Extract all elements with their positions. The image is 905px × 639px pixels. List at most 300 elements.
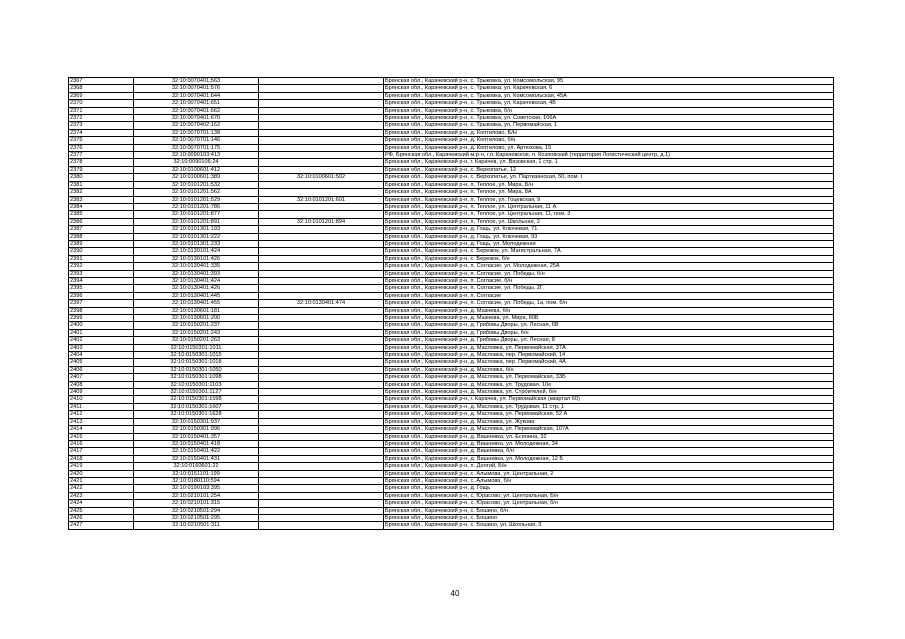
- address-cell: Брянская обл., Карачевский р-н, д. Масловка, ул. Трудовая, 11 стр. 1: [384, 403, 834, 410]
- address-cell: Брянская обл., Карачевский р-н, с. Трыковка, ул. Карачевская, 4Б: [384, 100, 834, 107]
- cadastral-number-cell: 32:10:0101301:233: [134, 240, 259, 247]
- table-row: [69, 152, 834, 159]
- row-number-cell: 2381: [69, 181, 134, 188]
- row-number-cell: 2396: [69, 292, 134, 299]
- parent-cadastral-number-cell: [259, 189, 384, 196]
- cadastral-number-cell: 32:10:0070401:576: [134, 85, 259, 92]
- table-row: [69, 322, 834, 329]
- row-number-cell: 2404: [69, 352, 134, 359]
- parent-cadastral-number-cell: [259, 389, 384, 396]
- cadastral-number-cell: 32:10:0130401:426: [134, 285, 259, 292]
- table-row: [69, 448, 834, 455]
- parent-cadastral-number-cell: [259, 433, 384, 440]
- table-row: [69, 100, 834, 107]
- table-row: [69, 440, 834, 447]
- cadastral-number-cell: 32:10:0210501:295: [134, 514, 259, 521]
- parent-cadastral-number-cell: [259, 463, 384, 470]
- row-number-cell: 2415: [69, 433, 134, 440]
- row-number-cell: 2424: [69, 500, 134, 507]
- address-cell: Брянская обл., Карачевский р-н, п. Теплое, ул. Школьная, 2: [384, 218, 834, 225]
- table-row: [69, 277, 834, 284]
- row-number-cell: 2409: [69, 389, 134, 396]
- table-row: [69, 485, 834, 492]
- row-number-cell: 2373: [69, 122, 134, 129]
- cadastral-number-cell: 32:10:0070402:162: [134, 122, 259, 129]
- address-cell: Брянская обл., Карачевский р-н, д. Масловка, б/н: [384, 366, 834, 373]
- parent-cadastral-number-cell: [259, 514, 384, 521]
- table-row: [69, 263, 834, 270]
- row-number-cell: 2406: [69, 366, 134, 373]
- table-row: [69, 166, 834, 173]
- address-cell: Брянская обл., Карачевский р-н, д. Мазнева, б/н: [384, 307, 834, 314]
- cadastral-number-cell: 32:10:0150301:1098: [134, 374, 259, 381]
- table-row: [69, 522, 834, 529]
- address-cell: Брянская обл., Карачевский р-н, с. Алымова, ул. Центральная, 2: [384, 470, 834, 477]
- address-cell: Брянская обл., Карачевский р-н, с. Трыковка, ул. Комсомольская, 45А: [384, 92, 834, 99]
- cadastral-number-cell: 32:10:0150301:1607: [134, 403, 259, 410]
- parent-cadastral-number-cell: [259, 329, 384, 336]
- parent-cadastral-number-cell: [259, 78, 384, 85]
- parent-cadastral-number-cell: [259, 285, 384, 292]
- row-number-cell: 2372: [69, 115, 134, 122]
- table-row: [69, 292, 834, 299]
- table-row: [69, 337, 834, 344]
- parent-cadastral-number-cell: [259, 411, 384, 418]
- table-row: [69, 78, 834, 85]
- cadastral-number-cell: 32:10:0150401:418: [134, 440, 259, 447]
- table-row: [69, 411, 834, 418]
- cadastral-number-cell: 32:10:0130601:200: [134, 315, 259, 322]
- parent-cadastral-number-cell: [259, 322, 384, 329]
- parent-cadastral-number-cell: [259, 292, 384, 299]
- table-row: [69, 300, 834, 307]
- address-cell: Брянская обл., Карачевский р-н, п. Согласие, ул. Молодежная, 25А: [384, 263, 834, 270]
- row-number-cell: 2393: [69, 270, 134, 277]
- row-number-cell: 2405: [69, 359, 134, 366]
- table-row: [69, 196, 834, 203]
- cadastral-number-cell: 32:10:0130101:426: [134, 255, 259, 262]
- parent-cadastral-number-cell: [259, 248, 384, 255]
- table-row: [69, 307, 834, 314]
- cadastral-number-cell: 32:10:0090103:413: [134, 152, 259, 159]
- address-cell: Брянская обл., Карачевский р-н, с. Бошино, ул. Школьная, 3: [384, 522, 834, 529]
- address-cell: Брянская обл., Карачевский р-н, д. Гощь, ул. Ключевая, 93: [384, 233, 834, 240]
- table-row: [69, 463, 834, 470]
- row-number-cell: 2420: [69, 470, 134, 477]
- cadastral-number-cell: 32:10:0150401:357: [134, 433, 259, 440]
- row-number-cell: 2403: [69, 344, 134, 351]
- row-number-cell: 2427: [69, 522, 134, 529]
- parent-cadastral-number-cell: [259, 107, 384, 114]
- address-cell: Брянская обл., Карачевский р-н, с. Бережок, ул. Магистральная, 7А: [384, 248, 834, 255]
- parent-cadastral-number-cell: [259, 522, 384, 529]
- table-row: [69, 248, 834, 255]
- address-cell: Брянская обл., Карачевский р-н, п. Согласие: [384, 292, 834, 299]
- parent-cadastral-number-cell: [259, 92, 384, 99]
- parent-cadastral-number-cell: [259, 240, 384, 247]
- row-number-cell: 2371: [69, 107, 134, 114]
- row-number-cell: 2387: [69, 226, 134, 233]
- parent-cadastral-number-cell: [259, 374, 384, 381]
- table-row: [69, 174, 834, 181]
- cadastral-number-cell: 32:10:0101201:532: [134, 181, 259, 188]
- address-cell: Брянская обл., Карачевский р-н, п. Долгий, Б/н: [384, 463, 834, 470]
- cadastral-number-cell: 32:10:0150301:1011: [134, 344, 259, 351]
- row-number-cell: 2398: [69, 307, 134, 314]
- row-number-cell: 2395: [69, 285, 134, 292]
- row-number-cell: 2400: [69, 322, 134, 329]
- cadastral-number-cell: 32:10:0130401:455: [134, 300, 259, 307]
- cadastral-number-cell: 32:10:0180110:594: [134, 477, 259, 484]
- address-cell: Брянская обл., Карачевский р-н, д. Вишневка, ул. Молодежная, 12 Б: [384, 455, 834, 462]
- cadastral-number-cell: 32:10:0070401:644: [134, 92, 259, 99]
- address-cell: Брянская обл., Карачевский р-н, д. Масловка, ул. Трудовая, 10е: [384, 381, 834, 388]
- address-cell: Брянская обл., Карачевский р-н, д. Масловка, ул. Первомайская, 37А: [384, 344, 834, 351]
- parent-cadastral-number-cell: [259, 255, 384, 262]
- row-number-cell: 2370: [69, 100, 134, 107]
- parent-cadastral-number-cell: [259, 396, 384, 403]
- address-cell: Брянская обл., Карачевский р-н, п. Теплое, ул. Центральная, 11 А: [384, 203, 834, 210]
- cadastral-number-cell: 32:10:0100601:412: [134, 166, 259, 173]
- row-number-cell: 2416: [69, 440, 134, 447]
- row-number-cell: 2386: [69, 218, 134, 225]
- parent-cadastral-number-cell: [259, 152, 384, 159]
- address-cell: Брянская обл., Карачевский р-н, с. Трыковка, ул. Комсомольская, 95: [384, 78, 834, 85]
- address-cell: Брянская обл., Карачевский р-н, д. Грибовы Дворы, б/н: [384, 329, 834, 336]
- cadastral-number-cell: 32:10:0150201:263: [134, 337, 259, 344]
- parent-cadastral-number-cell: [259, 359, 384, 366]
- table-row: [69, 352, 834, 359]
- table-row: [69, 181, 834, 188]
- row-number-cell: 2402: [69, 337, 134, 344]
- row-number-cell: 2374: [69, 129, 134, 136]
- parent-cadastral-number-cell: [259, 477, 384, 484]
- row-number-cell: 2368: [69, 85, 134, 92]
- table-row: [69, 492, 834, 499]
- row-number-cell: 2421: [69, 477, 134, 484]
- address-cell: Брянская обл., Карачевский р-н, д. Гощь: [384, 485, 834, 492]
- parent-cadastral-number-cell: [259, 507, 384, 514]
- row-number-cell: 2382: [69, 189, 134, 196]
- address-cell: Брянская обл., Карачевский р-н, д. Масловка, ул. Первомайская, 107А: [384, 426, 834, 433]
- address-cell: Брянская обл., Карачевский р-н, с. Бошино, б/н: [384, 507, 834, 514]
- table-row: [69, 129, 834, 136]
- row-number-cell: 2418: [69, 455, 134, 462]
- row-number-cell: 2394: [69, 277, 134, 284]
- cadastral-number-cell: 32:10:0150301:1050: [134, 366, 259, 373]
- parent-cadastral-number-cell: [259, 485, 384, 492]
- cadastral-number-cell: 32:10:0210501:311: [134, 522, 259, 529]
- cadastral-number-cell: 32:10:0101201:877: [134, 211, 259, 218]
- cadastral-number-cell: 32:10:0070401:563: [134, 78, 259, 85]
- parent-cadastral-number-cell: [259, 100, 384, 107]
- cadastral-number-cell: 32:10:0150301:1127: [134, 389, 259, 396]
- cadastral-number-cell: 32:10:0070701:175: [134, 144, 259, 151]
- cadastral-number-cell: 32:10:0150301:996: [134, 426, 259, 433]
- parent-cadastral-number-cell: [259, 352, 384, 359]
- parent-cadastral-number-cell: [259, 440, 384, 447]
- address-cell: Брянская обл., Карачевский р-н, д. Коптилово, Б/Н: [384, 129, 834, 136]
- address-cell: Брянская обл., Карачевский р-н, п. Теплое, ул. Центральная, 11, пом. 3: [384, 211, 834, 218]
- cadastral-number-cell: 32:10:0150301:1628: [134, 411, 259, 418]
- table-row: [69, 218, 834, 225]
- address-cell: Брянская обл., Карачевский р-н, д. Коптилово, ул. Артюхова, 15: [384, 144, 834, 151]
- table-row: [69, 122, 834, 129]
- cadastral-number-cell: 32:10:0101301:193: [134, 226, 259, 233]
- address-cell: Брянская обл., Карачевский р-н, с. Юрасово, ул. Центральная, б/н: [384, 500, 834, 507]
- address-cell: Брянская обл., Карачевский р-н, с. Алымова, б/н: [384, 477, 834, 484]
- cadastral-number-cell: 32:10:0100601:389: [134, 174, 259, 181]
- address-cell: Брянская обл., Карачевский р-н, п. Теплое, ул. Мира, Б/н: [384, 181, 834, 188]
- address-cell: Брянская обл., Карачевский р-н, д. Гощь, ул. Молодежная: [384, 240, 834, 247]
- address-cell: Брянская обл., Карачевский р-н, д. Масловка, ул. Жукова: [384, 418, 834, 425]
- parent-cadastral-number-cell: [259, 470, 384, 477]
- row-number-cell: 2391: [69, 255, 134, 262]
- parent-cadastral-number-cell: [259, 233, 384, 240]
- row-number-cell: 2388: [69, 233, 134, 240]
- table-row: [69, 455, 834, 462]
- address-cell: Брянская обл., Карачевский р-н, д. Грибовы Дворы, ул. Лесная, 6В: [384, 322, 834, 329]
- table-row: [69, 366, 834, 373]
- parent-cadastral-number-cell: [259, 85, 384, 92]
- parent-cadastral-number-cell: [259, 129, 384, 136]
- cadastral-number-cell: 32:10:0090106:24: [134, 159, 259, 166]
- cadastral-number-cell: 32:10:0130401:445: [134, 292, 259, 299]
- cadastral-number-cell: 32:10:0130401:335: [134, 263, 259, 270]
- address-cell: Брянская обл., Карачевский р-н, д. Вишневка, ул. Молодежная, 34: [384, 440, 834, 447]
- address-cell: Брянская обл., Карачевский р-н, с. Верхопатье, ул. Партизанская, 50, пом. I: [384, 174, 834, 181]
- parent-cadastral-number-cell: [259, 307, 384, 314]
- parent-cadastral-number-cell: [259, 448, 384, 455]
- table-row: [69, 329, 834, 336]
- parent-cadastral-number-cell: [259, 159, 384, 166]
- parent-cadastral-number-cell: 32:10:0130401:474: [259, 300, 384, 307]
- address-cell: Брянская обл., Карачевский р-н, д. Вишневка, ул. Есенина, 32: [384, 433, 834, 440]
- table-row: [69, 344, 834, 351]
- cadastral-number-cell: 32:10:0150301:1018: [134, 359, 259, 366]
- row-number-cell: 2375: [69, 137, 134, 144]
- row-number-cell: 2422: [69, 485, 134, 492]
- cadastral-number-cell: 32:10:0101301:222: [134, 233, 259, 240]
- parent-cadastral-number-cell: [259, 277, 384, 284]
- row-number-cell: 2407: [69, 374, 134, 381]
- address-cell: Брянская обл., Карачевский р-н, с. Трыковка, б/н: [384, 107, 834, 114]
- parent-cadastral-number-cell: [259, 226, 384, 233]
- parent-cadastral-number-cell: [259, 500, 384, 507]
- row-number-cell: 2425: [69, 507, 134, 514]
- table-row: [69, 226, 834, 233]
- parent-cadastral-number-cell: [259, 144, 384, 151]
- parent-cadastral-number-cell: 32:10:0101201:601: [259, 196, 384, 203]
- row-number-cell: 2401: [69, 329, 134, 336]
- cadastral-number-cell: 32:10:0150301:1103: [134, 381, 259, 388]
- table-row: [69, 315, 834, 322]
- cadastral-number-cell: 32:10:0070401:651: [134, 100, 259, 107]
- address-cell: Брянская обл., Карачевский р-н, с. Трыковка, ул. Карачевская, 6: [384, 85, 834, 92]
- address-cell: Брянская обл., Карачевский р-н, с. Юрасово, ул. Центральная, Б/н: [384, 492, 834, 499]
- cadastral-number-cell: 32:10:0150401:431: [134, 455, 259, 462]
- table-row: [69, 433, 834, 440]
- address-cell: Брянская обл., Карачевский р-н, п. Согласие, ул. Победы, 1а, пом. б/н: [384, 300, 834, 307]
- parent-cadastral-number-cell: [259, 344, 384, 351]
- row-number-cell: 2413: [69, 418, 134, 425]
- cadastral-number-cell: 32:10:0101201:562: [134, 189, 259, 196]
- table-row: [69, 507, 834, 514]
- address-cell: Брянская обл., Карачевский р-н, с. Трыковка, ул. Советская, 106А: [384, 115, 834, 122]
- address-cell: Брянская обл., Карачевский р-н, с. Бережок, б/н: [384, 255, 834, 262]
- row-number-cell: 2419: [69, 463, 134, 470]
- parent-cadastral-number-cell: [259, 203, 384, 210]
- parent-cadastral-number-cell: [259, 455, 384, 462]
- table-row: [69, 514, 834, 521]
- address-cell: Брянская обл., Карачевский р-н, п. Теплое, ул. Мира, 8А: [384, 189, 834, 196]
- address-cell: Брянская обл., Карачевский р-н, д. Коптилово, б/н: [384, 137, 834, 144]
- row-number-cell: 2397: [69, 300, 134, 307]
- table-row: [69, 470, 834, 477]
- address-cell: Брянская обл., Карачевский р-н, д. Масловка, ул. Первомайская, 33Б: [384, 374, 834, 381]
- cadastral-number-cell: 32:10:0101201:529: [134, 196, 259, 203]
- address-cell: Брянская обл., Карачевский р-н, д. Вишневка, б/н: [384, 448, 834, 455]
- address-cell: Брянская обл., Карачевский р-н, д. Грибовы Дворы, ул. Лесная, 8: [384, 337, 834, 344]
- parent-cadastral-number-cell: [259, 270, 384, 277]
- table-row: [69, 426, 834, 433]
- row-number-cell: 2417: [69, 448, 134, 455]
- address-cell: Брянская обл., Карачевский р-н, д. Масловка, пер. Первомайский, 4А: [384, 359, 834, 366]
- address-cell: Брянская обл., Карачевский р-н, г. Карачев, ул. Первомайская (квартал 60): [384, 396, 834, 403]
- parent-cadastral-number-cell: [259, 381, 384, 388]
- page-number: 40: [450, 589, 460, 598]
- address-cell: Брянская обл., Карачевский р-н, п. Согласие, б/н: [384, 277, 834, 284]
- row-number-cell: 2378: [69, 159, 134, 166]
- address-cell: Брянская обл., Карачевский р-н, с. Верхопатье, 12: [384, 166, 834, 173]
- parent-cadastral-number-cell: [259, 315, 384, 322]
- table-row: [69, 403, 834, 410]
- table-row: [69, 203, 834, 210]
- cadastral-number-cell: 32:10:0190103:395: [134, 485, 259, 492]
- address-cell: Брянская обл., Карачевский р-н, п. Согласие, ул. Победы, б/н: [384, 270, 834, 277]
- cadastral-number-cell: 32:10:0210101:315: [134, 500, 259, 507]
- table-row: [69, 189, 834, 196]
- parent-cadastral-number-cell: 32:10:0101201:894: [259, 218, 384, 225]
- table-row: [69, 396, 834, 403]
- table-row: [69, 500, 834, 507]
- table-row: [69, 107, 834, 114]
- cadastral-number-cell: 32:10:0130101:424: [134, 248, 259, 255]
- parent-cadastral-number-cell: [259, 115, 384, 122]
- address-cell: Брянская обл., Карачевский р-н, д. Масловка, ул. Строителей, б/н: [384, 389, 834, 396]
- table-row: [69, 137, 834, 144]
- parent-cadastral-number-cell: [259, 181, 384, 188]
- cadastral-number-cell: 32:10:0210101:254: [134, 492, 259, 499]
- registry-table: [68, 77, 834, 530]
- cadastral-number-cell: 32:10:0130401:393: [134, 270, 259, 277]
- table-row: [69, 233, 834, 240]
- cadastral-number-cell: 32:10:0070401:670: [134, 115, 259, 122]
- row-number-cell: 2379: [69, 166, 134, 173]
- parent-cadastral-number-cell: [259, 418, 384, 425]
- table-row: [69, 115, 834, 122]
- table-row: [69, 211, 834, 218]
- row-number-cell: 2411: [69, 403, 134, 410]
- row-number-cell: 2412: [69, 411, 134, 418]
- cadastral-number-cell: 32:10:0151101:199: [134, 470, 259, 477]
- cadastral-number-cell: 32:10:0150401:422: [134, 448, 259, 455]
- address-cell: Брянская обл., Карачевский р-н, д. Гощь, ул. Ключевая, 71: [384, 226, 834, 233]
- cadastral-number-cell: 32:10:0150201:243: [134, 329, 259, 336]
- table-row: [69, 418, 834, 425]
- table-row: [69, 270, 834, 277]
- table-row: [69, 374, 834, 381]
- address-cell: Брянская обл., Карачевский р-н, д. Масловка, пер. Первомайский, 14: [384, 352, 834, 359]
- address-cell: Брянская обл., Карачевский р-н, с. Трыковка, ул. Первомайская, 1: [384, 122, 834, 129]
- table-row: [69, 92, 834, 99]
- row-number-cell: 2410: [69, 396, 134, 403]
- row-number-cell: 2367: [69, 78, 134, 85]
- table-row: [69, 240, 834, 247]
- table-row: [69, 359, 834, 366]
- table-row: [69, 285, 834, 292]
- table-row: [69, 159, 834, 166]
- address-cell: Брянская обл., Карачевский р-н, п. Согласие, ул. Победы, 2Г: [384, 285, 834, 292]
- address-cell: РФ, Брянская обл., Карачевский м.р-н, г.п. Карачевское, п. Козловский (территория Логистический центр, д.1): [384, 152, 834, 159]
- table-row: [69, 389, 834, 396]
- cadastral-number-cell: 32:10:0160601:22: [134, 463, 259, 470]
- row-number-cell: 2392: [69, 263, 134, 270]
- cadastral-number-cell: 32:10:0130601:181: [134, 307, 259, 314]
- row-number-cell: 2414: [69, 426, 134, 433]
- row-number-cell: 2399: [69, 315, 134, 322]
- cadastral-number-cell: 32:10:0070701:146: [134, 137, 259, 144]
- parent-cadastral-number-cell: [259, 122, 384, 129]
- cadastral-number-cell: 32:10:0210501:294: [134, 507, 259, 514]
- row-number-cell: 2376: [69, 144, 134, 151]
- address-cell: Брянская обл., Карачевский р-н, п. Теплое, ул. Гоцевская, 9: [384, 196, 834, 203]
- parent-cadastral-number-cell: [259, 366, 384, 373]
- table-row: [69, 85, 834, 92]
- cadastral-number-cell: 32:10:0070701:138: [134, 129, 259, 136]
- row-number-cell: 2426: [69, 514, 134, 521]
- address-cell: Брянская обл., Карачевский р-н, д. Масловка, ул. Первомайская, 52 А: [384, 411, 834, 418]
- parent-cadastral-number-cell: [259, 166, 384, 173]
- table-row: [69, 381, 834, 388]
- parent-cadastral-number-cell: [259, 337, 384, 344]
- parent-cadastral-number-cell: [259, 137, 384, 144]
- row-number-cell: 2408: [69, 381, 134, 388]
- cadastral-number-cell: 32:10:0150301:937: [134, 418, 259, 425]
- row-number-cell: 2369: [69, 92, 134, 99]
- row-number-cell: 2423: [69, 492, 134, 499]
- parent-cadastral-number-cell: [259, 403, 384, 410]
- row-number-cell: 2385: [69, 211, 134, 218]
- cadastral-number-cell: 32:10:0101201:891: [134, 218, 259, 225]
- parent-cadastral-number-cell: [259, 211, 384, 218]
- row-number-cell: 2384: [69, 203, 134, 210]
- parent-cadastral-number-cell: [259, 492, 384, 499]
- parent-cadastral-number-cell: 32:10:0100601:502: [259, 174, 384, 181]
- row-number-cell: 2390: [69, 248, 134, 255]
- address-cell: Брянская обл., Карачевский р-н, с. Бошино: [384, 514, 834, 521]
- cadastral-number-cell: 32:10:0130401:424: [134, 277, 259, 284]
- cadastral-number-cell: 32:10:0150301:1598: [134, 396, 259, 403]
- row-number-cell: 2380: [69, 174, 134, 181]
- table-row: [69, 144, 834, 151]
- cadastral-number-cell: 32:10:0070401:662: [134, 107, 259, 114]
- row-number-cell: 2383: [69, 196, 134, 203]
- table-row: [69, 255, 834, 262]
- row-number-cell: 2377: [69, 152, 134, 159]
- row-number-cell: 2389: [69, 240, 134, 247]
- cadastral-number-cell: 32:10:0150301:1015: [134, 352, 259, 359]
